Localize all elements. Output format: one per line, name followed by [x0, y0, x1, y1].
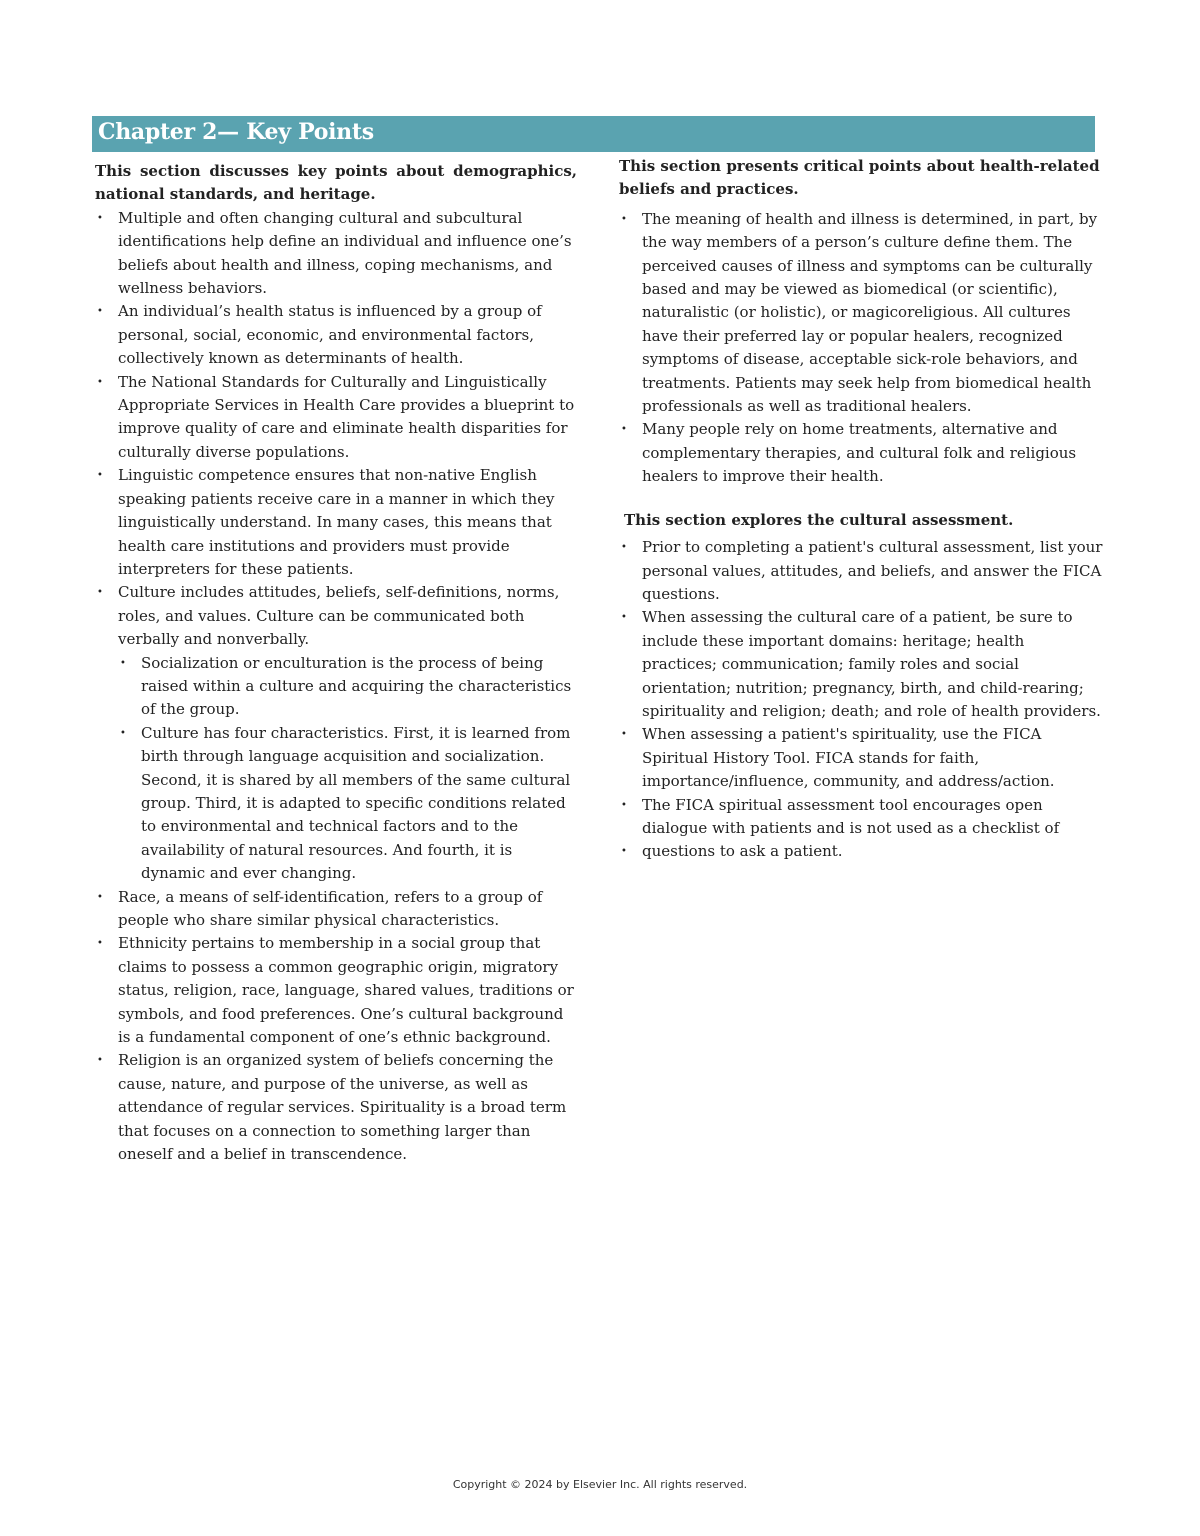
list-item: • When assessing the cultural care of a patient, be sure to include these important domains: heritage; health practices; communication; family roles and social orientation; nutrition; pregnancy, birth, and child-rearing; spirituality and religion; death; and role of health providers.	[619, 606, 1103, 723]
list-item: • The meaning of health and illness is determined, in part, by the way members of a person’s culture define them. The perceived causes of illness and symptoms can be culturally based and may be viewed as biomedical (or scientific), naturalistic (or holistic), or magicoreligious. All cultures have their preferred lay or popular healers, recognized symptoms of disease, acceptable sick-role behaviors, and treatments. Patients may seek help from biomedical health professionals as well as traditional healers.	[619, 208, 1103, 419]
cultural-assessment-heading: This section explores the cultural assessment.	[624, 510, 1014, 529]
sub-list-item: • Culture has four characteristics. First, it is learned from birth through language acquisition and socialization. Second, it is shared by all members of the same cultural group. Third, it is adapted to specific conditions related to environmental and technical factors and to the availability of natural resources. And fourth, it is dynamic and ever changing.	[118, 722, 577, 886]
list-item: • Prior to completing a patient's cultural assessment, list your personal values, attitudes, and beliefs, and answer the FICA questions.	[619, 536, 1103, 606]
list-item: • questions to ask a patient.	[619, 840, 1103, 863]
list-item: • An individual’s health status is influenced by a group of personal, social, economic, and environmental factors, collectively known as determinants of health.	[95, 300, 577, 370]
cultural-assessment-list	[619, 536, 1103, 864]
left-intro: This section discusses key points about demographics, national standards, and heritage.	[95, 162, 577, 204]
chapter-header-bar	[92, 116, 1095, 152]
copyright-footer: Copyright © 2024 by Elsevier Inc. All rights reserved.	[452, 1478, 748, 1491]
list-item: • Religion is an organized system of beliefs concerning the cause, nature, and purpose of the universe, as well as attendance of regular services. Spirituality is a broad term that focuses on a connection to something larger than oneself and a belief in transcendence.	[95, 1049, 577, 1166]
right-column	[619, 155, 1103, 864]
left-column	[95, 160, 577, 1166]
list-item: • When assessing a patient's spirituality, use the FICA Spiritual History Tool. FICA stands for faith, importance/influence, community, and address/action.	[619, 723, 1103, 793]
right-bullet-list	[619, 208, 1103, 489]
list-item-culture	[95, 581, 577, 885]
list-item: • Many people rely on home treatments, alternative and complementary therapies, and cultural folk and religious healers to improve their health.	[619, 418, 1103, 488]
section-spacer	[619, 489, 1103, 509]
right-intro: This section presents critical points about health-related beliefs and practices.	[619, 157, 1100, 199]
list-item: • The FICA spiritual assessment tool encourages open dialogue with patients and is not used as a checklist of	[619, 794, 1103, 841]
sub-list-item: • Socialization or enculturation is the process of being raised within a culture and acquiring the characteristics of the group.	[118, 652, 577, 722]
list-item: • Race, a means of self-identification, refers to a group of people who share similar physical characteristics.	[95, 886, 577, 933]
chapter-title: Chapter 2— Key Points	[98, 119, 374, 145]
list-item: • Linguistic competence ensures that non-native English speaking patients receive care in a manner in which they linguistically understand. In many cases, this means that health care institutions and providers must provide interpreters for these patients.	[95, 464, 577, 581]
list-item: • The National Standards for Culturally and Linguistically Appropriate Services in Health Care provides a blueprint to improve quality of care and eliminate health disparities for culturally diverse populations.	[95, 371, 577, 465]
list-item: • Ethnicity pertains to membership in a social group that claims to possess a common geographic origin, migratory status, religion, race, language, shared values, traditions or symbols, and food preferences. One’s cultural background is a fundamental component of one’s ethnic background.	[95, 932, 577, 1049]
culture-sub-list	[118, 652, 577, 886]
list-item-text: Culture includes attitudes, beliefs, self-definitions, norms, roles, and values. Culture can be communicated both verbally and nonverbally.	[118, 583, 560, 649]
left-bullet-list	[95, 207, 577, 1167]
list-item: • Multiple and often changing cultural and subcultural identifications help define an individual and influence one’s beliefs about health and illness, coping mechanisms, and wellness behaviors.	[95, 207, 577, 301]
